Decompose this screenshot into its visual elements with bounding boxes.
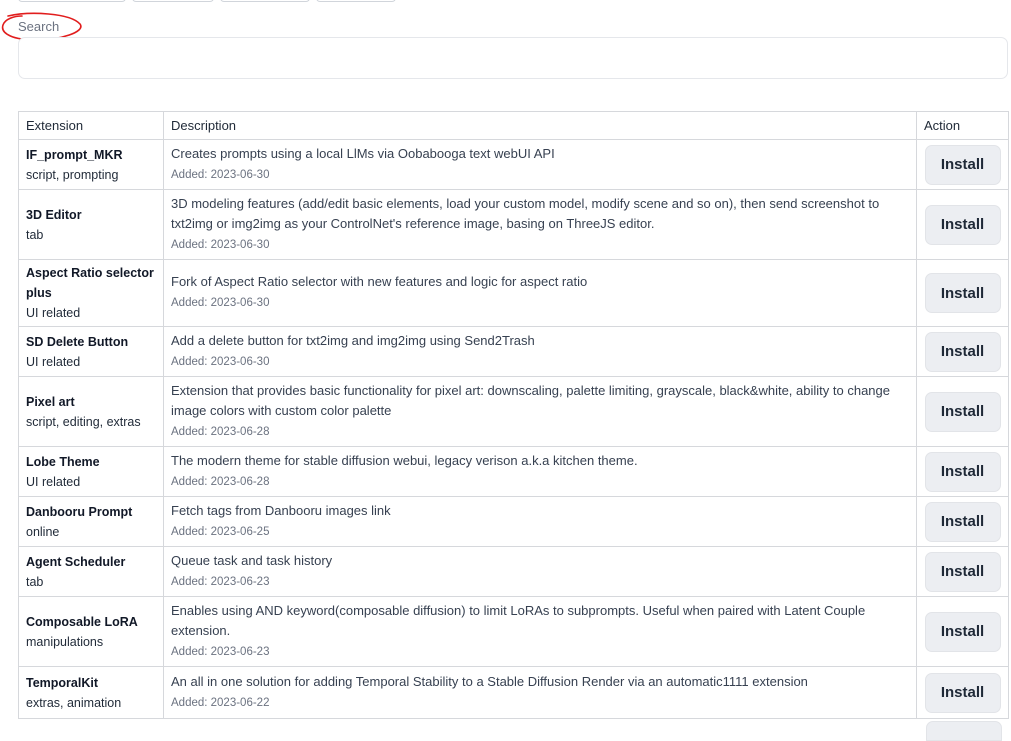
extension-cell [19, 447, 164, 497]
table-row [19, 140, 1009, 190]
extension-description: Add a delete button for txt2img and img2img using Send2Trash [171, 332, 535, 348]
table-row [19, 447, 1009, 497]
install-button[interactable]: Install [925, 452, 1001, 492]
extension-description: Fork of Aspect Ratio selector with new features and logic for aspect ratio [171, 274, 588, 289]
extension-name[interactable]: Agent Scheduler [26, 554, 126, 569]
added-date: Added: 2023-06-30 [171, 355, 270, 368]
description-cell [164, 327, 917, 377]
description-cell [164, 190, 917, 260]
install-button[interactable]: Install [925, 673, 1001, 713]
top-tabs [18, 0, 396, 2]
extension-tags: UI related [26, 474, 81, 489]
action-cell [917, 547, 1009, 597]
description-cell [164, 547, 917, 597]
extension-cell [19, 497, 164, 547]
table-row [19, 597, 1009, 667]
extension-name[interactable]: Pixel art [26, 394, 75, 409]
extension-cell [19, 190, 164, 260]
search-input[interactable] [18, 37, 1008, 79]
table-row [19, 190, 1009, 260]
extension-tags: script, editing, extras [26, 414, 141, 429]
install-button[interactable]: Install [925, 392, 1001, 432]
top-tab[interactable] [220, 0, 310, 2]
extension-description: 3D modeling features (add/edit basic elements, load your custom model, modify scene and so on), then send screenshot to txt2img or img2img as your ControlNet's reference image, basing on ThreeJS editor. [171, 195, 880, 231]
extension-tags: UI related [26, 306, 81, 320]
top-tab[interactable] [132, 0, 214, 2]
added-date: Added: 2023-06-30 [171, 168, 270, 181]
added-date: Added: 2023-06-28 [171, 425, 270, 438]
extensions-table [18, 111, 1009, 719]
extension-cell [19, 547, 164, 597]
extension-tags: script, prompting [26, 167, 119, 182]
extension-description: The modern theme for stable diffusion webui, legacy verison a.k.a kitchen theme. [171, 452, 638, 468]
action-cell [917, 140, 1009, 190]
description-cell [164, 447, 917, 497]
install-button[interactable]: Install [925, 145, 1001, 185]
description-cell [164, 497, 917, 547]
extension-description: Fetch tags from Danbooru images link [171, 502, 391, 518]
extension-name[interactable]: TemporalKit [26, 675, 98, 690]
added-date: Added: 2023-06-30 [171, 297, 270, 309]
extension-name[interactable]: Aspect Ratio selector plus [26, 266, 154, 300]
extension-description: Extension that provides basic functionality for pixel art: downscaling, palette limiting, grayscale, black&white, ability to change image colors with custom color palette [171, 382, 890, 418]
action-cell [917, 377, 1009, 447]
extension-name[interactable]: 3D Editor [26, 207, 82, 222]
table-header-row [19, 112, 1009, 140]
table-row [19, 497, 1009, 547]
search-label: Search [18, 19, 60, 34]
extension-cell [19, 597, 164, 667]
action-cell [917, 260, 1009, 327]
description-cell [164, 140, 917, 190]
extension-description: Enables using AND keyword(composable diffusion) to limit LoRAs to subprompts. Useful when paired with Latent Couple extension. [171, 602, 866, 638]
install-button[interactable]: Install [925, 552, 1001, 592]
extension-tags: manipulations [26, 634, 104, 649]
extension-tags: tab [26, 574, 44, 589]
added-date: Added: 2023-06-22 [171, 696, 270, 709]
added-date: Added: 2023-06-30 [171, 238, 270, 251]
install-button[interactable]: Install [925, 502, 1001, 542]
extension-tags: tab [26, 227, 44, 242]
extension-cell [19, 140, 164, 190]
extension-cell [19, 327, 164, 377]
install-button[interactable]: Install [925, 332, 1001, 372]
added-date: Added: 2023-06-23 [171, 575, 270, 588]
extension-name[interactable]: SD Delete Button [26, 334, 129, 349]
table-row [19, 327, 1009, 377]
action-cell [917, 327, 1009, 377]
added-date: Added: 2023-06-28 [171, 475, 270, 488]
install-button[interactable]: Install [925, 273, 1001, 313]
partial-next-row [18, 718, 1008, 730]
extension-name[interactable]: IF_prompt_MKR [26, 147, 123, 162]
partial-install-button[interactable] [926, 721, 1002, 741]
extension-name[interactable]: Composable LoRA [26, 614, 138, 629]
action-cell [917, 447, 1009, 497]
action-cell [917, 497, 1009, 547]
table-row [19, 667, 1009, 719]
extension-cell [19, 667, 164, 719]
added-date: Added: 2023-06-25 [171, 525, 270, 538]
install-button[interactable]: Install [925, 612, 1001, 652]
install-button[interactable]: Install [925, 205, 1001, 245]
column-header-extension: Extension [19, 112, 164, 140]
extension-tags: online [26, 524, 60, 539]
top-tab[interactable] [18, 0, 126, 2]
extension-name[interactable]: Danbooru Prompt [26, 504, 133, 519]
extension-tags: extras, animation [26, 695, 122, 710]
extension-description: Creates prompts using a local LlMs via Oobabooga text webUI API [171, 145, 555, 161]
column-header-action: Action [917, 112, 1009, 140]
extension-description: An all in one solution for adding Temporal Stability to a Stable Diffusion Render via an automatic1111 extension [171, 673, 808, 689]
column-header-description: Description [164, 112, 917, 140]
extension-cell [19, 377, 164, 447]
extension-name[interactable]: Lobe Theme [26, 454, 100, 469]
action-cell [917, 597, 1009, 667]
action-cell [917, 190, 1009, 260]
top-tab[interactable] [316, 0, 396, 2]
extension-cell [19, 260, 164, 327]
extension-description: Queue task and task history [171, 552, 333, 568]
table-row [19, 260, 1009, 327]
table-row [19, 547, 1009, 597]
description-cell [164, 667, 917, 719]
description-cell [164, 597, 917, 667]
description-cell [164, 260, 917, 327]
table-row [19, 377, 1009, 447]
description-cell [164, 377, 917, 447]
extension-tags: UI related [26, 354, 81, 369]
added-date: Added: 2023-06-23 [171, 645, 270, 658]
action-cell [917, 667, 1009, 719]
